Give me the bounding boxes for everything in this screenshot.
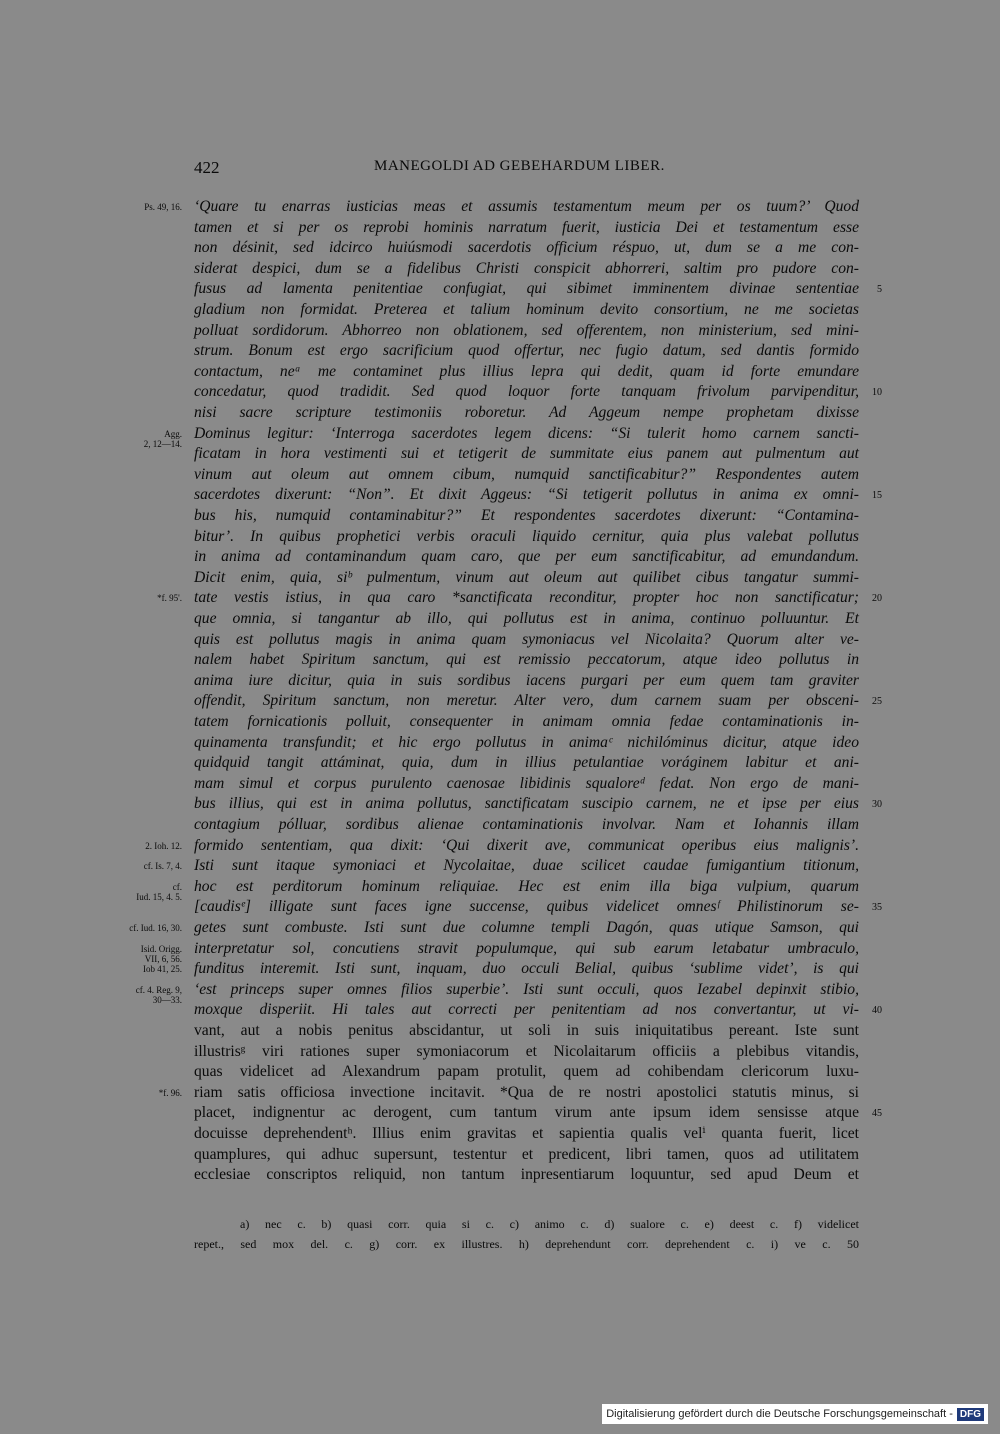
margin-reference: cf. Iud. 15, 4. 5. (136, 881, 182, 902)
text-line: bus his, numquid contaminabitur?” Et respondentes sacerdotes dixerunt: “Contamina- (194, 507, 859, 524)
text-line: fusus ad lamenta penitentiae confugiat, qui sibimet imminentem divinae sententiae (194, 280, 859, 298)
text-line: moxque disperiit. Hi tales aut correcti per penitentiam ad nos convertantur, ut vi- (194, 1001, 859, 1019)
text-line: in anima ad contaminandum quam caro, que per eum sanctificabitur, ad emundandum. (194, 548, 859, 566)
text-line: gladium non formidat. Preterea et talium hominum devito consortium, ne me societas (194, 301, 859, 318)
text-line: Dominus legitur: ‘Interroga sacerdotes legem dicens: “Si tulerit homo carnem sancti- (194, 424, 859, 442)
text-line: interpretatur sol, concutiens stravit populumque, qui sub earum letabatur umbraculo, (194, 939, 859, 957)
text-line: nalem habet Spiritum sanctum, qui est remissio peccatorum, atque ideo pollutus in (194, 651, 859, 669)
text-line: offendit, Spiritum sanctum, non meretur. Alter vero, dum carnem suam per obsceni- (194, 692, 859, 710)
text-line: getes sunt combuste. Isti sunt due columne templi Dagón, quas utique Samson, qui (194, 919, 859, 936)
text-line: non désinit, sed idcirco huiúsmodi sacerdotis officium réspuo, ut, dum se a me con- (194, 239, 859, 257)
margin-reference: 2. Ioh. 12. (145, 840, 182, 851)
text-line: bus illius, qui est in anima pollutus, sanctificatam suscipio carnem, ne et ipse per eius (194, 795, 859, 813)
running-title: MANEGOLDI AD GEBEHARDUM LIBER. (374, 158, 665, 174)
text-line: ‘est princeps super omnes filios superbie’. Isti sunt occuli, quos Iezabel depinxit stibio, (194, 980, 859, 998)
footnote-line: a) nec c. b) quasi corr. quia si c. c) animo c. d) sualore c. e) deest c. f) videlicet (240, 1217, 859, 1231)
text-line: quis est pollutus magis in anima quam symoniacus vel Nicolaita? Quorum alter ve- (194, 630, 859, 648)
text-line: funditus interemit. Isti sunt, inquam, duo occuli Belial, quibus ‘sublime videt’, is qui (194, 960, 859, 978)
text-line: formido sententiam, qua dixit: ‘Qui dixerit ave, communicat operibus eius malignis’. (194, 836, 859, 854)
text-line: ecclesiae conscriptos reliquid, non tantum inpresentiarum loquuntur, sed apud Deum et (194, 1166, 859, 1184)
dfg-credit-text: Digitalisierung gefördert durch die Deutsche Forschungsgemeinschaft - (606, 1408, 953, 1420)
text-line: vinum aut oleum aut omnem cibum, numquid sanctificabitur?” Respondentes autem (194, 465, 859, 483)
page-number: 422 (194, 158, 220, 177)
text-line: riam satis officiosa invectione incitavit. *Qua de re nostri apostolici statutis minus, si (194, 1083, 859, 1101)
dfg-credit-banner (602, 1404, 988, 1424)
text-line: strum. Bonum est ergo sacrificium quod offertur, nec fugio datum, sed dantis formido (194, 342, 859, 360)
dfg-logo: DFG (957, 1408, 984, 1421)
text-line: polluat sordidorum. Abhorreo non oblationem, sed offerentem, non ministerium, sed mini- (194, 321, 859, 339)
text-line: Dicit enim, quia, siᵇ pulmentum, vinum aut oleum aut quilibet cibus tangatur summi- (194, 568, 859, 586)
text-line: concedatur, quod tradidit. Sed quod loquor forte tanquam frivolum parvipenditur, (194, 383, 859, 401)
margin-reference: cf. Is. 7, 4. (143, 861, 182, 872)
margin-reference: Ps. 49, 16. (144, 202, 182, 212)
text-line: tamen et si per os reprobi hominis narratum fuerit, iusticia Dei et testamentum esse (194, 218, 859, 236)
text-line: contagium pólluar, sordibus alienae contaminationis involvar. Nam et Iohannis illam (194, 816, 859, 833)
margin-reference: *f. 95'. (157, 593, 182, 604)
line-number: 15 (872, 490, 882, 502)
text-line: ficatam in hora vestimenti sui et tetigerit de summitate eius panem aut pulmentum aut (194, 445, 859, 463)
line-number: 5 (877, 284, 882, 296)
margin-reference: cf. 4. Reg. 9, 30—33. (135, 984, 182, 1005)
line-number: 30 (872, 799, 882, 811)
text-line: siderat despici, dum se a fidelibus Christi conspicit abhorreri, saltim pro pudore con- (194, 259, 859, 277)
margin-reference: Iob 41, 25. (143, 964, 182, 975)
text-line: quinamenta transfundit; et hic ergo pollutus in animaᶜ nichilóminus dicitur, atque ideo (194, 733, 859, 751)
text-line: [caudisᵉ] illigate sunt faces igne succense, quibus videlicet omnesᶠ Philistinorum se- (194, 898, 859, 916)
text-line: que omnia, si tangantur ab illo, qui pollutus est in anima, continuo polluuntur. Et (194, 610, 859, 627)
text-line: placet, indignentur ac derogent, cum tantum virum ante ipsum idem sensisse atque (194, 1104, 859, 1122)
text-line: quamplures, qui adhuc supersunt, testentur et predicent, libri tamen, quos ad utilitatem (194, 1145, 859, 1163)
text-line: Isti sunt itaque symoniaci et Nycolaitae, duae scilicet caudae fumigantium titionum, (194, 857, 859, 875)
text-line: docuisse deprehendentʰ. Illius enim gravitas et sapientia qualis velⁱ quanta fuerit, licet (194, 1125, 859, 1142)
line-number: 45 (872, 1108, 882, 1120)
margin-reference: Agg. 2, 12—14. (143, 428, 182, 449)
text-line: tatem fornicationis polluit, consequenter in animam omnia fedae contaminationis in- (194, 713, 859, 730)
page-header (194, 158, 859, 182)
margin-reference: Isid. Origg. VII, 6, 56. (140, 943, 182, 964)
text-line: quas videlicet ad Alexandrum papam protulit, quem ad cohibendam clericorum luxu- (194, 1063, 859, 1081)
line-number: 10 (872, 387, 882, 399)
text-line: quidquid tangit attáminat, quia, dum in illius petulantiae voráginem labitur et ani- (194, 754, 859, 772)
margin-reference: cf. Iud. 16, 30. (129, 923, 182, 933)
text-line: tate vestis istius, in qua caro *sanctificata reconditur, propter hoc non sanctificatur; (194, 589, 859, 607)
text-line: illustrisᵍ viri rationes super symoniacorum et Nicolaitarum officiis a plebibus vitandis, (194, 1042, 859, 1060)
text-line: mam simul et corpus purulento caenosae libidinis squaloreᵈ fedat. Non ergo de mani- (194, 774, 859, 792)
text-line: contactum, neᵃ me contaminet plus illius lepra qui dedit, quam id forte emundare (194, 362, 859, 380)
line-number: 35 (872, 902, 882, 914)
text-line: bitur’. In quibus prophetici verbis oraculi liquido cernitur, quia plus valebat pollutus (194, 527, 859, 545)
line-number: 25 (872, 696, 882, 708)
margin-reference: *f. 96. (158, 1087, 182, 1098)
text-line: ‘Quare tu enarras iusticias meas et assumis testamentum meum per os tuum?’ Quod (194, 198, 859, 215)
text-line: nisi sacre scripture testimoniis roboretur. Ad Aggeum nempe prophetam dixisse (194, 404, 859, 421)
text-line: sacerdotes dixerunt: “Non”. Et dixit Aggeus: “Si tetigerit pollutus in anima ex omni- (194, 486, 859, 504)
footnote-line: repet., sed mox del. c. g) corr. ex illustres. h) deprehendunt corr. deprehendent c. i) ve c. 50 (194, 1237, 859, 1251)
line-number: 20 (872, 593, 882, 605)
line-number: 40 (872, 1005, 882, 1017)
text-line: hoc est perditorum hominum reliquiae. Hec est enim illa biga vulpium, quarum (194, 877, 859, 895)
text-line: anima iure dicitur, quia in suis sordibus iacens purgari per eum quem tam graviter (194, 671, 859, 689)
text-line: vant, aut a nobis penitus abscidantur, ut soli in suis iniquitatibus pereant. Iste sunt (194, 1022, 859, 1039)
